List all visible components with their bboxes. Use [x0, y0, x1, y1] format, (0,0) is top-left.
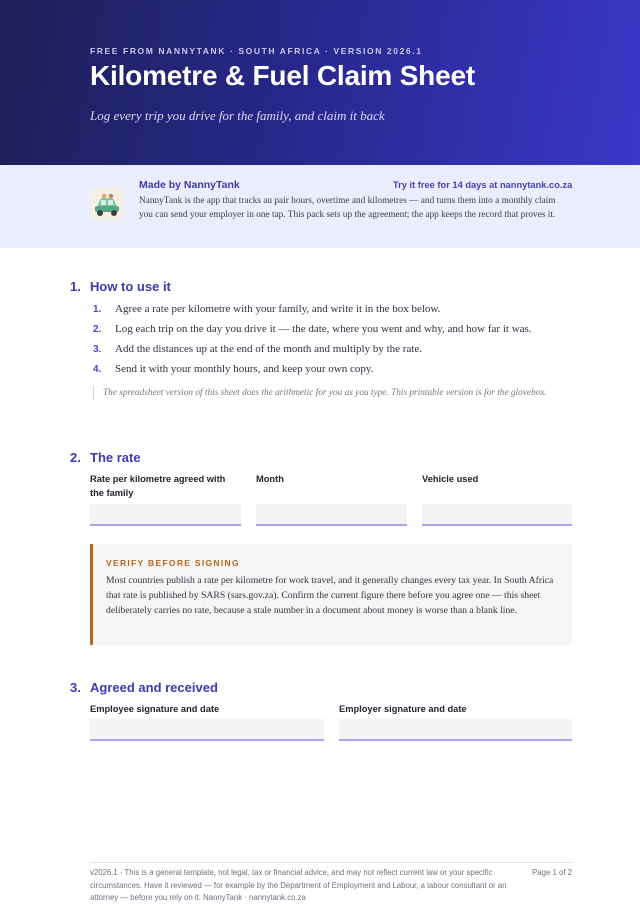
- page-title: Kilometre & Fuel Claim Sheet: [90, 60, 475, 91]
- list-item: [93, 343, 583, 363]
- employer-signature-label: Employer signature and date: [339, 704, 467, 714]
- list-item: [93, 323, 583, 343]
- footer-disclaimer: v2026.1 · This is a general template, not legal, tax or financial advice, and may not reflect current law or your specific circumstances. Have it reviewed — for example by the Department of Employment and Labour, a labour consultant or an attorney — before you rely on it. NannyTank · nannytank.co.za: [90, 868, 507, 902]
- section-number: 2.: [70, 450, 81, 465]
- section-number: 1.: [70, 279, 81, 294]
- section-title: Agreed and received: [90, 680, 218, 695]
- verify-callout: [90, 544, 572, 645]
- section-heading-agreed: [70, 680, 218, 695]
- section-number: 3.: [70, 680, 81, 695]
- spreadsheet-note: The spreadsheet version of this sheet does the arithmetic for you as you type. This printable version is for the glovebox.: [93, 386, 553, 401]
- vehicle-field[interactable]: [422, 504, 572, 526]
- step-text: Add the distances up at the end of the month and multiply by the rate.: [115, 343, 423, 355]
- section-title: The rate: [90, 450, 141, 465]
- steps-list: [93, 303, 583, 383]
- employer-signature-field[interactable]: [339, 719, 572, 741]
- month-field[interactable]: [256, 504, 407, 526]
- month-label: Month: [256, 474, 284, 484]
- step-text: Send it with your monthly hours, and keep your own copy.: [115, 363, 374, 375]
- verify-body: Most countries publish a rate per kilometre for work travel, and it generally changes every tax year. In South Africa that rate is published by SARS (sars.gov.za). Confirm the current figure there before you agree one — this sheet deliberately carries no rate, because a stale number in a document about money is worse than a blank line.: [106, 575, 554, 616]
- employee-signature-label: Employee signature and date: [90, 704, 220, 714]
- page-number: Page 1 of 2: [532, 868, 572, 877]
- car-logo-icon: [90, 187, 124, 221]
- page-subtitle: Log every trip you drive for the family, and claim it back: [90, 108, 385, 123]
- list-item: [93, 363, 583, 383]
- trial-link[interactable]: Try it free for 14 days at nannytank.co.za: [393, 180, 573, 190]
- step-text: Agree a rate per kilometre with your family, and write it in the box below.: [115, 303, 441, 315]
- rate-label: Rate per kilometre agreed with the family: [90, 474, 226, 498]
- section-heading-how-to: [70, 279, 171, 294]
- step-number: 3.: [93, 344, 102, 355]
- page-footer: [90, 862, 572, 905]
- section-heading-rate: [70, 450, 141, 465]
- vehicle-label: Vehicle used: [422, 474, 479, 484]
- rate-field[interactable]: [90, 504, 241, 526]
- verify-title: VERIFY BEFORE SIGNING: [106, 558, 240, 568]
- header-banner: [0, 0, 640, 165]
- promo-blurb: NannyTank is the app that tracks au pair hours, overtime and kilometres — and turns them into a monthly claim you can send your employer in one tap. This pack sets up the agreement; the app keeps the record that proves it.: [139, 196, 556, 220]
- step-number: 4.: [93, 364, 102, 375]
- step-number: 2.: [93, 324, 102, 335]
- header-eyebrow: FREE FROM NANNYTANK · SOUTH AFRICA · VERSION 2026.1: [90, 46, 423, 56]
- employee-signature-field[interactable]: [90, 719, 324, 741]
- step-number: 1.: [93, 304, 102, 315]
- list-item: [93, 303, 583, 323]
- made-by-label: Made by NannyTank: [139, 179, 240, 191]
- step-text: Log each trip on the day you drive it — the date, where you went and why, and how far it was.: [115, 323, 532, 335]
- section-title: How to use it: [90, 279, 171, 294]
